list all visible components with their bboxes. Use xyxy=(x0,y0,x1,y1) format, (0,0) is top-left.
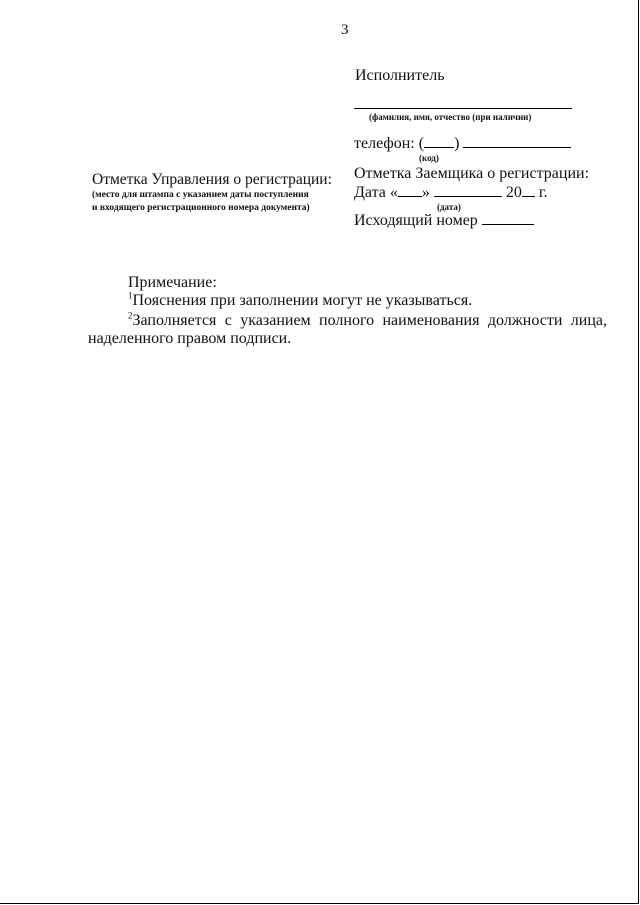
date-label: Дата « xyxy=(354,184,398,201)
outgoing-number-row xyxy=(354,212,534,230)
day-blank xyxy=(398,184,422,197)
fio-caption: (фамилия, имя, отчество (при наличии) xyxy=(369,112,532,122)
note-2-marker: 2 xyxy=(128,310,133,321)
note-1-text: Пояснения при заполнении могут не указываться. xyxy=(132,292,473,309)
management-mark-title: Отметка Управления о регистрации: xyxy=(92,171,332,188)
date-caption: (дата) xyxy=(437,202,461,212)
note-2-continuation: наделенного правом подписи. xyxy=(88,330,292,347)
executor-label: Исполнитель xyxy=(355,67,445,84)
phone-row xyxy=(354,135,571,153)
management-note-line1: (место для штампа с указанием даты поступления xyxy=(92,190,309,200)
year-prefix: 20 xyxy=(505,184,522,201)
phone-number-blank xyxy=(463,135,571,148)
notes-title: Примечание: xyxy=(128,274,217,291)
code-caption: (код) xyxy=(419,153,439,163)
page-number: 3 xyxy=(341,22,349,38)
phone-label: телефон: ( xyxy=(354,135,425,152)
note-2-text: Заполняется с указанием полного наименования должности лица, xyxy=(132,312,607,329)
year-blank xyxy=(522,184,535,197)
management-mark-note xyxy=(92,189,310,215)
date-quote-close: » xyxy=(421,184,430,201)
management-note-line2: и входящего регистрационного номера документа) xyxy=(92,203,310,213)
borrower-mark-title: Отметка Заемщика о регистрации: xyxy=(354,165,590,182)
month-blank xyxy=(434,184,502,197)
phone-close-paren: ) xyxy=(454,135,460,152)
note-2 xyxy=(128,312,607,330)
year-suffix: г. xyxy=(538,184,548,201)
outgoing-number-blank xyxy=(482,212,534,225)
note-1 xyxy=(128,292,472,310)
date-row xyxy=(354,184,548,202)
note-1-marker: 1 xyxy=(128,290,133,301)
outgoing-label: Исходящий номер xyxy=(354,212,478,229)
fio-signature-line xyxy=(354,108,572,109)
phone-code-blank xyxy=(424,135,454,148)
